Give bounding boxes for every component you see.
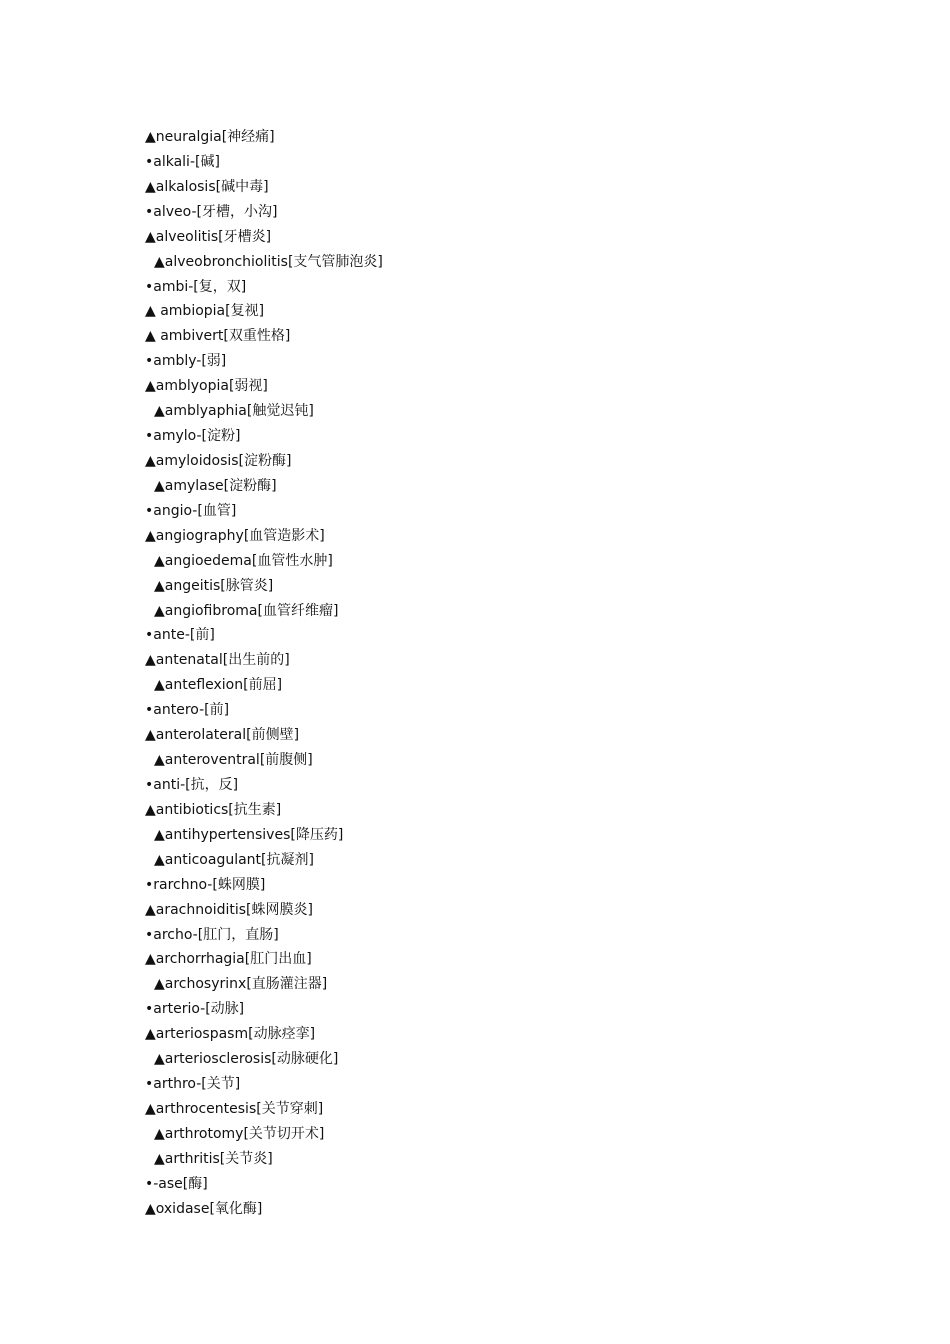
term-entry: ▲antibiotics[抗生素] xyxy=(145,801,282,818)
term-entry: ▲ ambivert[双重性格] xyxy=(145,328,291,345)
term-entry: ▲ ambiopia[复视] xyxy=(145,303,265,320)
term-entry: ▲arthritis[关节炎] xyxy=(154,1150,273,1167)
prefix-entry: •rarchno-[蛛网膜] xyxy=(145,876,266,893)
term-entry: ▲angeitis[脉管炎] xyxy=(154,577,274,594)
term-entry: ▲anteflexion[前屈] xyxy=(154,677,283,694)
term-entry: ▲amyloidosis[淀粉酶] xyxy=(145,452,292,469)
term-entry: ▲amblyopia[弱视] xyxy=(145,378,268,395)
prefix-entry: •ante-[前] xyxy=(145,627,215,644)
term-entry: ▲arteriospasm[动脉痉挛] xyxy=(145,1026,316,1043)
prefix-entry: •angio-[血管] xyxy=(145,502,237,519)
prefix-entry: •antero-[前] xyxy=(145,702,230,719)
term-entry: ▲anteroventral[前腹侧] xyxy=(154,752,313,769)
term-entry: ▲arteriosclerosis[动脉硬化] xyxy=(154,1051,339,1068)
prefix-entry: •ambi-[复，双] xyxy=(145,278,247,295)
prefix-entry: •-ase[酶] xyxy=(145,1175,208,1192)
term-entry: ▲angiography[血管造影术] xyxy=(145,527,325,544)
prefix-entry: •alveo-[牙槽，小沟] xyxy=(145,203,278,220)
prefix-entry: •arthro-[关节] xyxy=(145,1076,241,1093)
term-entry: ▲oxidase[氧化酶] xyxy=(145,1200,263,1217)
term-list xyxy=(145,125,383,1222)
term-entry: ▲anterolateral[前侧壁] xyxy=(145,727,300,744)
prefix-entry: •archo-[肛门，直肠] xyxy=(145,926,279,943)
prefix-entry: •anti-[抗，反] xyxy=(145,776,239,793)
prefix-entry: •amylo-[淀粉] xyxy=(145,428,241,445)
term-entry: ▲neuralgia[神经痛] xyxy=(145,129,275,145)
prefix-entry: •ambly-[弱] xyxy=(145,353,227,370)
term-entry: ▲archosyrinx[直肠灌注器] xyxy=(154,976,328,993)
term-entry: ▲alveobronchiolitis[支气管肺泡炎] xyxy=(154,253,383,270)
prefix-entry: •alkali-[碱] xyxy=(145,153,220,170)
term-entry: ▲anticoagulant[抗凝剂] xyxy=(154,851,314,868)
term-entry: ▲archorrhagia[肛门出血] xyxy=(145,951,312,968)
term-entry: ▲arthrotomy[关节切开术] xyxy=(154,1125,325,1142)
term-entry: ▲angiofibroma[血管纤维瘤] xyxy=(154,602,339,619)
term-entry: ▲amblyaphia[触觉迟钝] xyxy=(154,403,314,420)
term-entry: ▲arachnoiditis[蛛网膜炎] xyxy=(145,901,313,918)
term-entry: ▲alkalosis[碱中毒] xyxy=(145,178,269,195)
prefix-entry: •arterio-[动脉] xyxy=(145,1001,245,1018)
term-entry: ▲angioedema[血管性水肿] xyxy=(154,552,333,569)
term-entry: ▲alveolitis[牙槽炎] xyxy=(145,228,272,245)
term-entry: ▲amylase[淀粉酶] xyxy=(154,477,277,494)
term-entry: ▲arthrocentesis[关节穿刺] xyxy=(145,1100,324,1117)
term-entry: ▲antihypertensives[降压药] xyxy=(154,826,344,843)
term-entry: ▲antenatal[出生前的] xyxy=(145,652,290,669)
